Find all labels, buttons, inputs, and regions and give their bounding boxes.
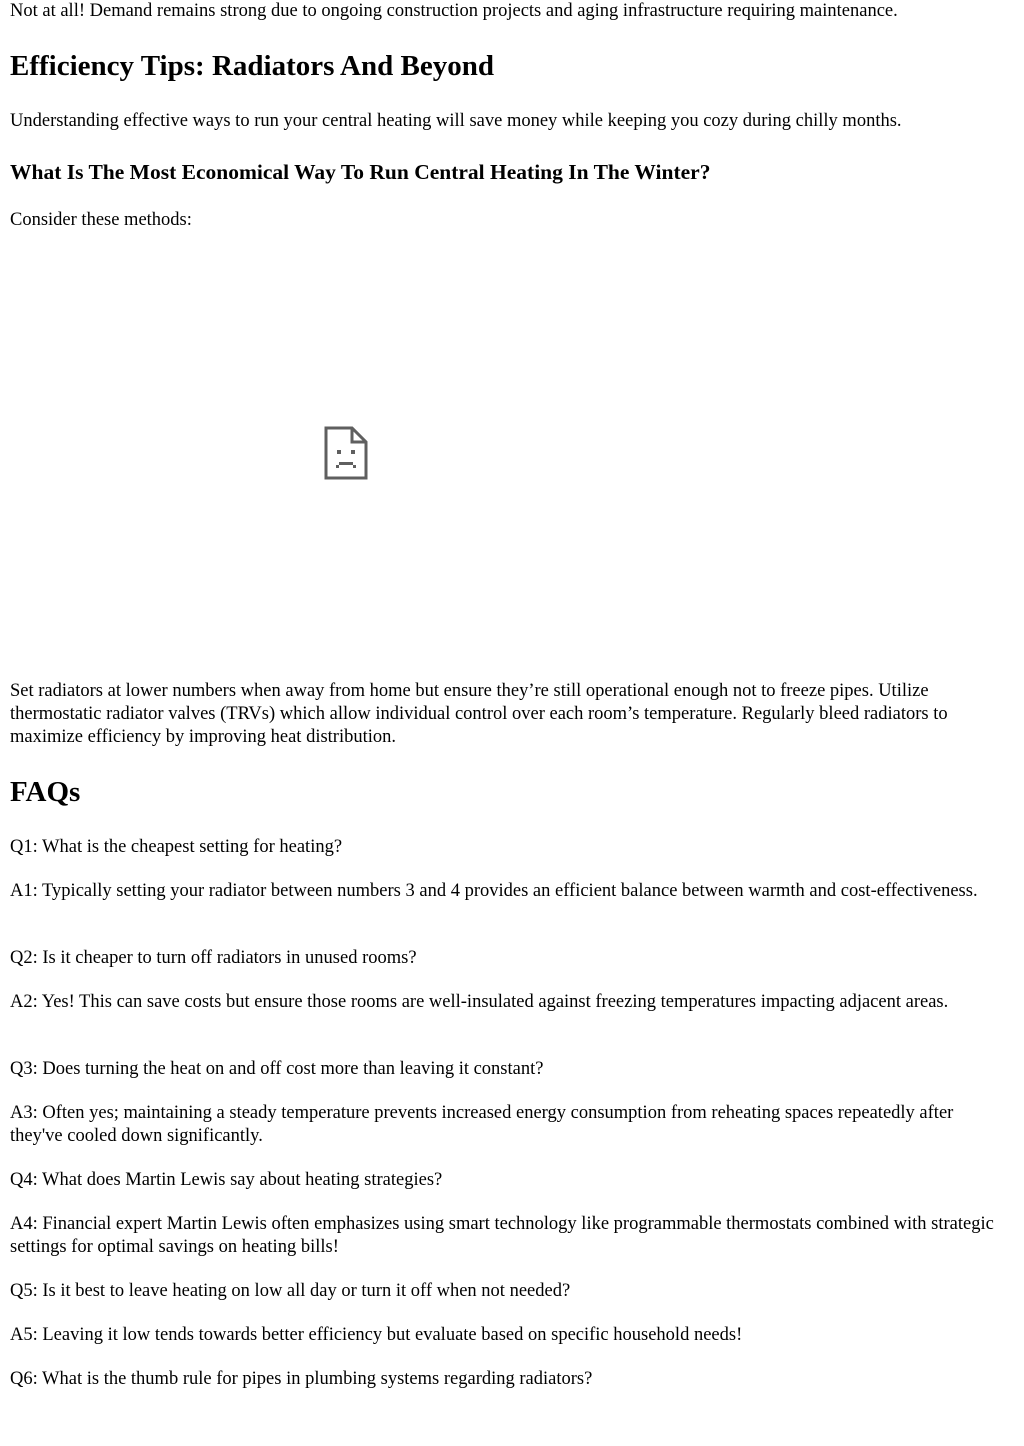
faq-question-2: Q2: Is it cheaper to turn off radiators in unused rooms? xyxy=(10,948,417,968)
faqs-heading: FAQs xyxy=(10,776,81,808)
faq-answer-4: A4: Financial expert Martin Lewis often emphasizes using smart technology like programmable thermostats combined with strategic settings for optimal savings on heating bills! xyxy=(10,1214,994,1257)
faq-question-5: Q5: Is it best to leave heating on low all day or turn it off when not needed? xyxy=(10,1281,571,1301)
broken-image-icon xyxy=(324,426,368,480)
faq-answer-1: A1: Typically setting your radiator between numbers 3 and 4 provides an efficient balance between warmth and cost-effectiveness. xyxy=(10,881,978,901)
methods-paragraph: Set radiators at lower numbers when away from home but ensure they’re still operational enough not to freeze pipes. Utilize thermostatic radiator valves (TRVs) which allow individual control over each room’s temperature. Regularly bleed radiators to maximize efficiency by improving heat distribution. xyxy=(10,681,948,747)
faq-question-3: Q3: Does turning the heat on and off cost more than leaving it constant? xyxy=(10,1059,544,1079)
faq-answer-2: A2: Yes! This can save costs but ensure those rooms are well-insulated against freezing temperatures impacting adjacent areas. xyxy=(10,992,949,1012)
economical-heading: What Is The Most Economical Way To Run Central Heating In The Winter? xyxy=(10,160,711,184)
faq-answer-5: A5: Leaving it low tends towards better efficiency but evaluate based on specific household needs! xyxy=(10,1325,743,1345)
efficiency-paragraph: Understanding effective ways to run your central heating will save money while keeping you cozy during chilly months. xyxy=(10,111,902,131)
efficiency-heading: Efficiency Tips: Radiators And Beyond xyxy=(10,50,494,82)
faq-question-4: Q4: What does Martin Lewis say about heating strategies? xyxy=(10,1170,443,1190)
faq-question-1: Q1: What is the cheapest setting for heating? xyxy=(10,837,343,857)
methods-lead: Consider these methods: xyxy=(10,210,192,230)
faq-question-6: Q6: What is the thumb rule for pipes in plumbing systems regarding radiators? xyxy=(10,1369,593,1389)
faq-answer-3: A3: Often yes; maintaining a steady temperature prevents increased energy consumption from reheating spaces repeatedly after they've cooled down significantly. xyxy=(10,1103,954,1146)
intro-paragraph: Not at all! Demand remains strong due to ongoing construction projects and aging infrastructure requiring maintenance. xyxy=(10,1,898,21)
